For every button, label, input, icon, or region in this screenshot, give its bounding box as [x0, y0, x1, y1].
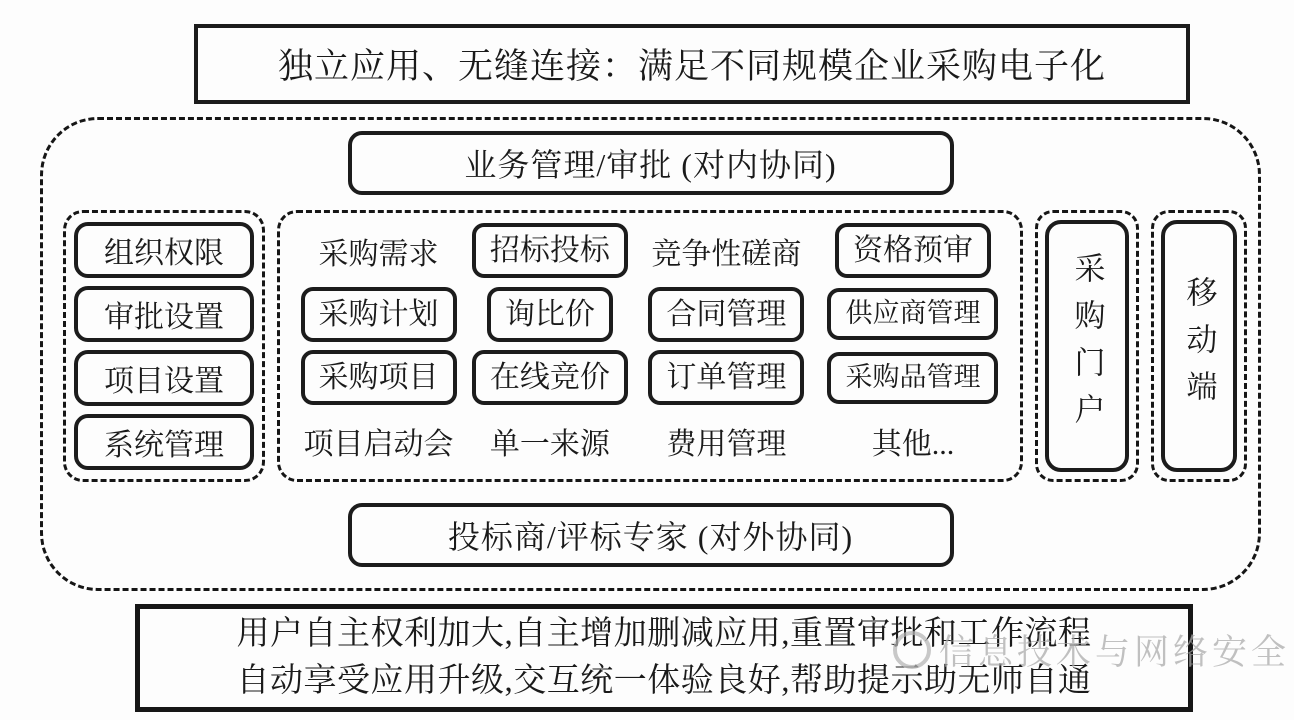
module-procurement-demand: 采购需求 [318, 237, 439, 271]
mobile-label: 移动端 [1181, 275, 1217, 417]
internal-collab-box [348, 131, 954, 195]
internal-collab-label: 业务管理/审批 (对内协同) [464, 147, 837, 183]
admin-module-approval-settings [74, 286, 254, 342]
module-others: 其他... [871, 428, 955, 462]
bottom-banner [135, 604, 1193, 712]
module-procurement-plan: 采购计划 [301, 287, 457, 342]
bottom-banner-line1: 用户自主权利加大,自主增加删减应用,重置审批和工作流程 [236, 616, 1092, 653]
platform-columns [63, 210, 1247, 482]
module-single-source: 单一来源 [489, 428, 610, 462]
mobile-column [1151, 210, 1247, 482]
module-competitive-consult: 竞争性磋商 [651, 237, 802, 271]
module-procured-items: 采购品管理 [827, 352, 998, 404]
admin-module-org-permissions [74, 222, 254, 278]
bottom-banner-line2: 自动享受应用升级,交互统一体验良好,帮助提示助无师自通 [236, 663, 1092, 699]
admin-module-label: 系统管理 [104, 429, 224, 462]
top-banner [194, 24, 1190, 104]
module-expense-management: 费用管理 [666, 428, 787, 462]
module-order-management: 订单管理 [648, 350, 804, 405]
platform-container [40, 117, 1261, 591]
module-contract-management: 合同管理 [648, 287, 804, 342]
external-collab-label: 投标商/评标专家 (对外协同) [447, 519, 854, 555]
top-banner-text: 独立应用、无缝连接：满足不同规模企业采购电子化 [277, 47, 1106, 86]
module-supplier-management: 供应商管理 [827, 288, 998, 340]
admin-module-project-settings [74, 350, 254, 406]
mobile-box [1161, 220, 1237, 472]
admin-modules-group [63, 210, 265, 482]
module-kickoff-meeting: 项目启动会 [303, 428, 454, 462]
external-collab-box [348, 503, 954, 567]
module-procurement-project: 采购项目 [301, 350, 457, 405]
admin-module-system-management [74, 414, 254, 470]
portal-label: 采购门户 [1069, 252, 1105, 440]
admin-module-label: 项目设置 [104, 365, 224, 398]
module-online-bidding: 在线竞价 [472, 350, 628, 405]
admin-module-label: 组织权限 [104, 237, 224, 270]
admin-module-label: 审批设置 [104, 301, 224, 334]
module-prequalification: 资格预审 [835, 223, 991, 278]
business-modules-group [277, 210, 1023, 482]
module-inquiry-compare: 询比价 [487, 287, 613, 342]
watermark-text: 信息技术与网络安全 [939, 633, 1291, 672]
portal-column [1035, 210, 1139, 482]
module-bidding: 招标投标 [472, 223, 628, 278]
portal-box [1045, 220, 1129, 472]
